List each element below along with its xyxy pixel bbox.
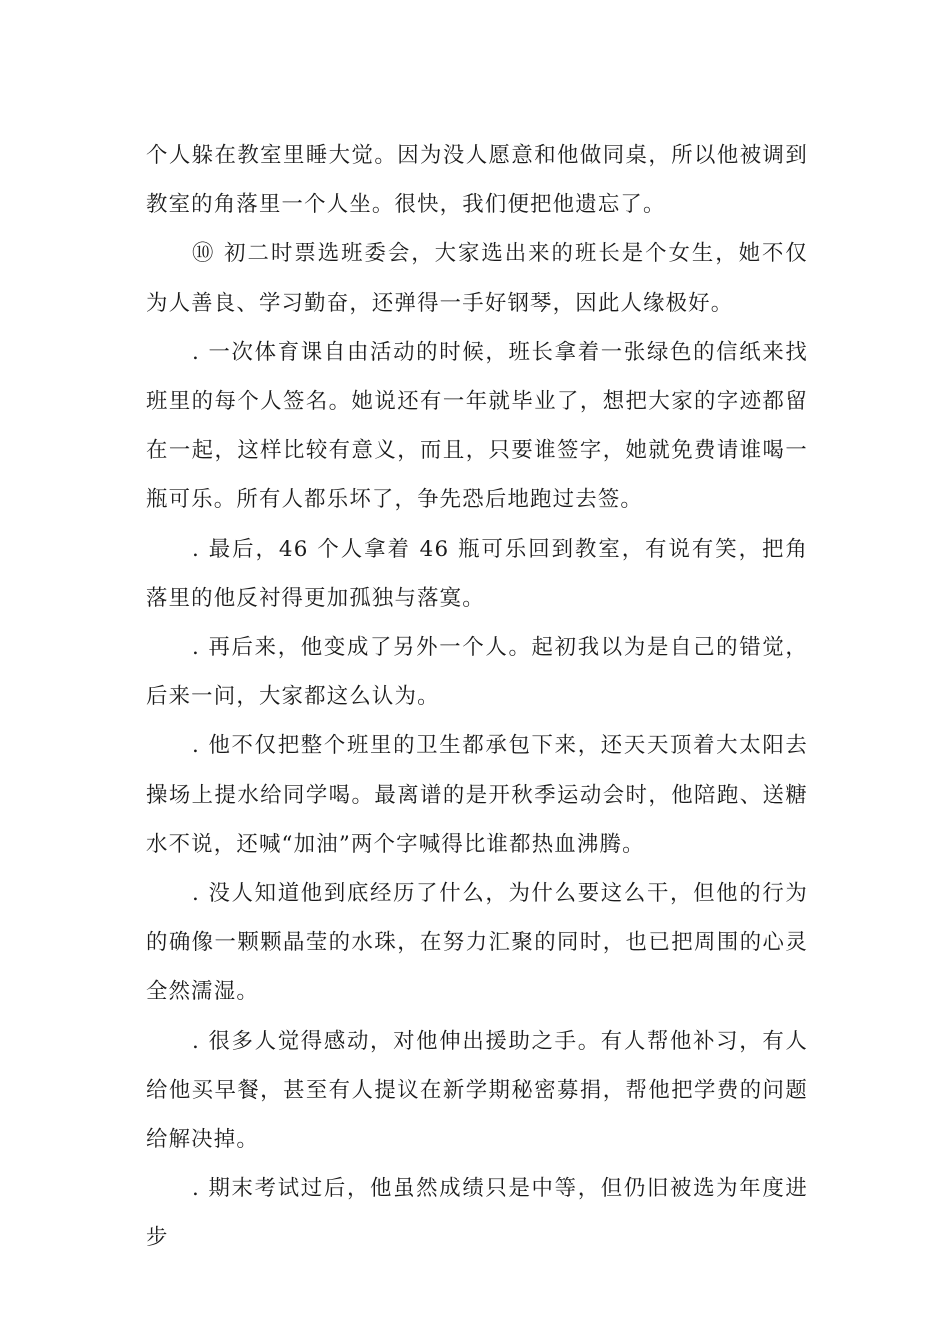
paragraph-1: 个人躲在教室里睡大觉。因为没人愿意和他做同桌，所以他被调到教室的角落里一个人坐。很快，我们便把他遗忘了。 (146, 143, 808, 218)
paragraph-4: . 最后，46 个人拿着 46 瓶可乐回到教室，有说有笑，把角落里的他反衬得更加孤独与落寞。 (146, 536, 808, 611)
paragraph-9: . 期末考试过后，他虽然成绩只是中等，但仍旧被选为年度进步 (146, 1176, 808, 1251)
paragraph-8: . 很多人觉得感动，对他伸出援助之手。有人帮他补习，有人给他买早餐，甚至有人提议在新学期秘密募捐，帮他把学费的问题给解决掉。 (146, 1028, 808, 1153)
paragraph-6: . 他不仅把整个班里的卫生都承包下来，还天天顶着大太阳去操场上提水给同学喝。最离谱的是开秋季运动会时，他陪跑、送糖水不说，还喊“加油”两个字喊得比谁都热血沸腾。 (146, 733, 808, 857)
document-body (146, 131, 808, 1263)
paragraph-7: . 没人知道他到底经历了什么，为什么要这么干，但他的行为的确像一颗颗晶莹的水珠，在努力汇聚的同时，也已把周围的心灵全然濡湿。 (146, 881, 808, 1005)
paragraph-5: . 再后来，他变成了另外一个人。起初我以为是自己的错觉，后来一问，大家都这么认为。 (146, 635, 808, 710)
paragraph-3: . 一次体育课自由活动的时候，班长拿着一张绿色的信纸来找班里的每个人签名。她说还有一年就毕业了，想把大家的字迹都留在一起，这样比较有意义，而且，只要谁签字，她就免费请谁喝一瓶可乐。所有人都乐坏了，争先恐后地跑过去签。 (146, 339, 808, 513)
paragraph-2: ⑩ 初二时票选班委会，大家选出来的班长是个女生，她不仅为人善良、学习勤奋，还弹得一手好钢琴，因此人缘极好。 (146, 241, 808, 316)
